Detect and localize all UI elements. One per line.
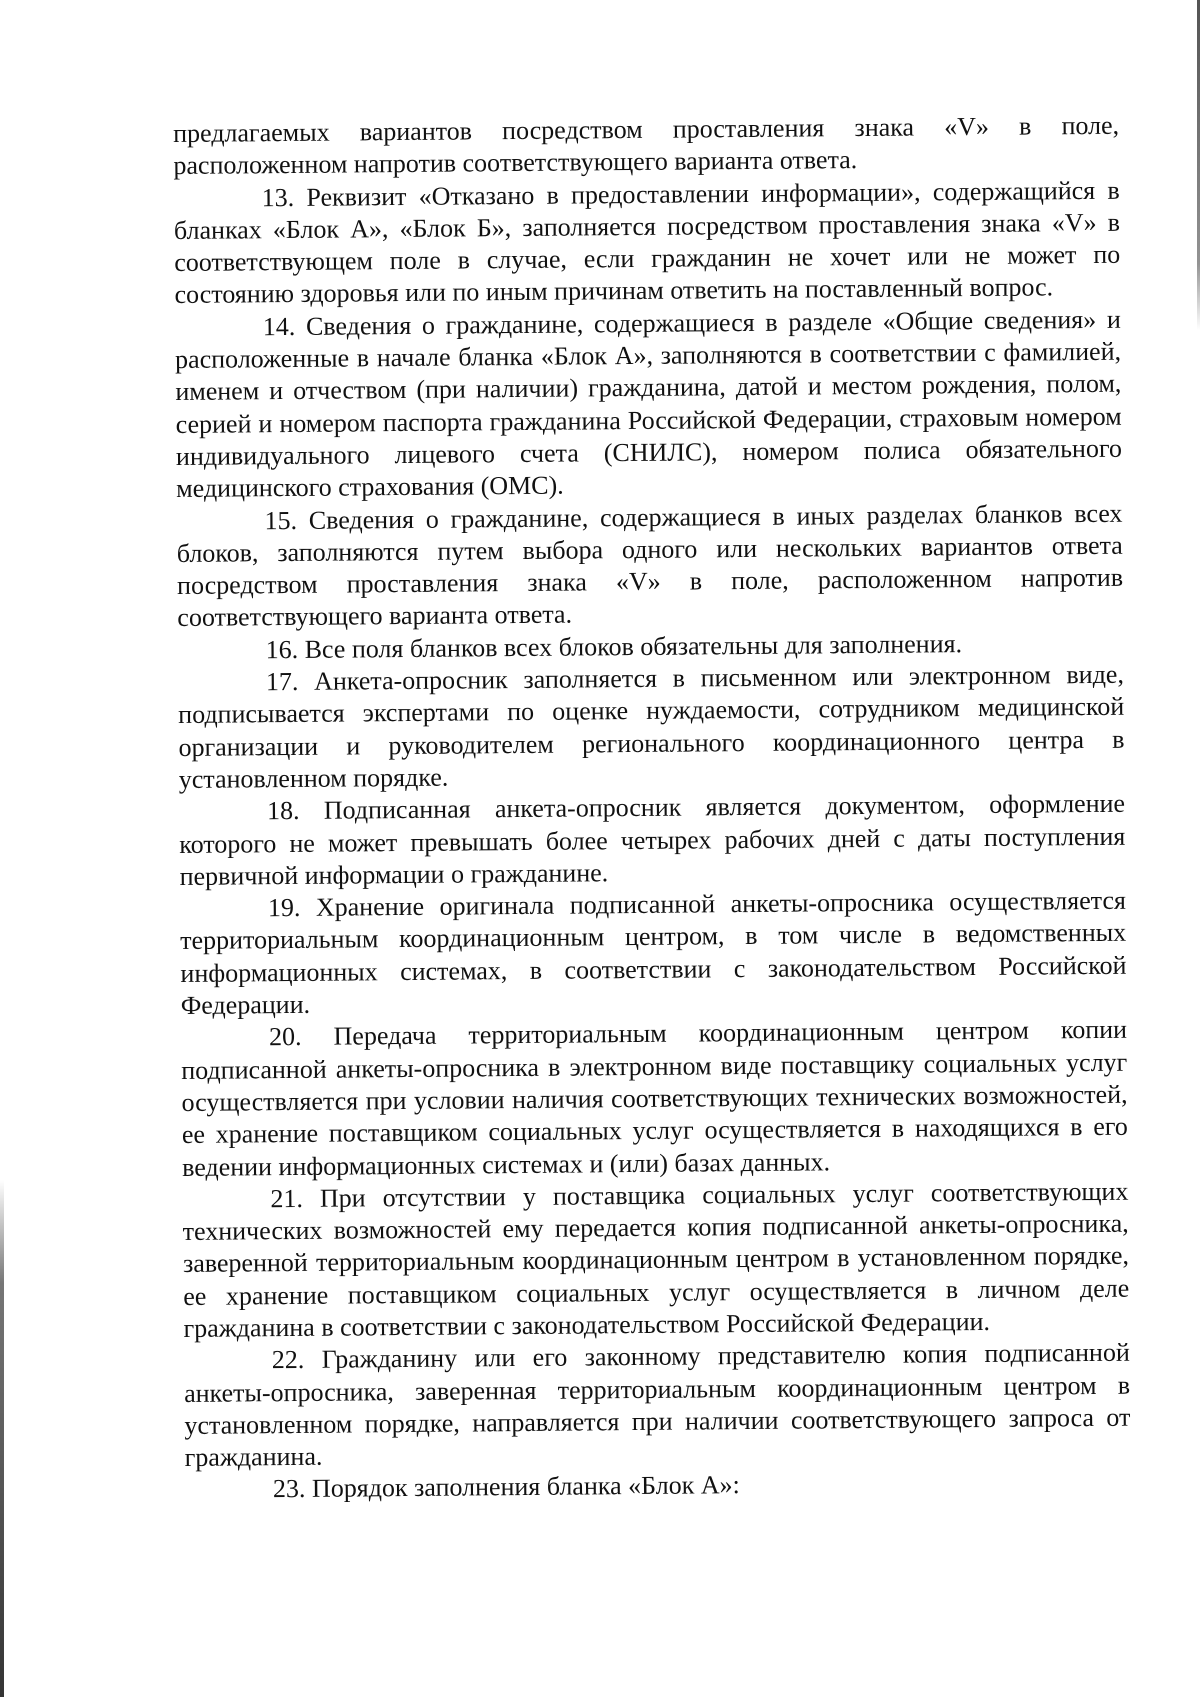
paragraph-23: 23. Порядок заполнения бланка «Блок А»:: [272, 1470, 740, 1504]
paragraph-13: 13. Реквизит «Отказано в предоставлении информации», содержащийся в бланках «Блок А», «Блок Б», заполняется посредством проставления знака «V» в соответствующем поле в случае, если гражданин не хочет или не может по состоянию здоровья или по иным причинам ответить на поставленный вопрос.: [173, 175, 1121, 310]
paragraph-14: 14. Сведения о гражданине, содержащиеся в разделе «Общие сведения» и расположенные в начале бланка «Блок А», заполняются в соответствии с фамилией, именем и отчеством (при наличии) гражданина, датой и местом рождения, полом, серией и номером паспорта гражданина Российской Федерации, страховым номером индивидуального лицевого счета (СНИЛС), номером полиса обязательного медицинского страхования (ОМС).: [174, 304, 1123, 504]
paragraph-17: 17. Анкета-опросник заполняется в письменном или электронном виде, подписывается экспертами по оценке нуждаемости, сотрудником медицинской организации и руководителем регионального координационного центра в установленном порядке.: [178, 659, 1125, 794]
paragraph-22: 22. Гражданину или его законному представителю копия подписанной анкеты-опросника, заверенная территориальным координационным центром в установленном порядке, направляется при наличии соответствующего запроса от гражданина.: [184, 1337, 1131, 1473]
paragraph-21: 21. При отсутствии у поставщика социальных услуг соответствующих технических возможностей ему передается копия подписанной анкеты-опросника, заверенной территориальным координационным центром в установленном порядке, ее хранение поставщиком социальных услуг осуществляется в личном деле гражданина в соответствии с законодательством Российской Федерации.: [182, 1176, 1130, 1343]
paragraph-continuation: предлагаемых вариантов посредством проставления знака «V» в поле, расположенном напротив соответствующего варианта ответа.: [173, 110, 1120, 181]
scan-edge-left: [0, 1180, 4, 1697]
paragraph-19: 19. Хранение оригинала подписанной анкеты-опросника осуществляется территориальным координационным центром, в том числе в ведомственных информационных системах, в соответствии с законодательством Российской Федерации.: [180, 885, 1127, 1020]
paragraph-18: 18. Подписанная анкета-опросник является документом, оформление которого не может превышать более четырех рабочих дней с даты поступления первичной информации о гражданине.: [179, 788, 1126, 891]
paragraph-20: 20. Передача территориальным координационным центром копии подписанной анкеты-опросника в электронном виде поставщику социальных услуг осуществляется при условии наличия соответствующих технических возможностей, ее хранение поставщиком социальных услуг осуществляется в находящихся в его ведении информационных системах и (или) базах данных.: [181, 1015, 1128, 1182]
paragraph-16: 16. Все поля бланков всех блоков обязательны для заполнения.: [265, 628, 963, 664]
paragraph-15: 15. Сведения о гражданине, содержащиеся в иных разделах бланков всех блоков, заполняются путем выбора одного или нескольких вариантов ответа посредством проставления знака «V» в поле, расположенном напротив соответствующего варианта ответа.: [176, 498, 1124, 633]
document-body: [173, 110, 1131, 1507]
